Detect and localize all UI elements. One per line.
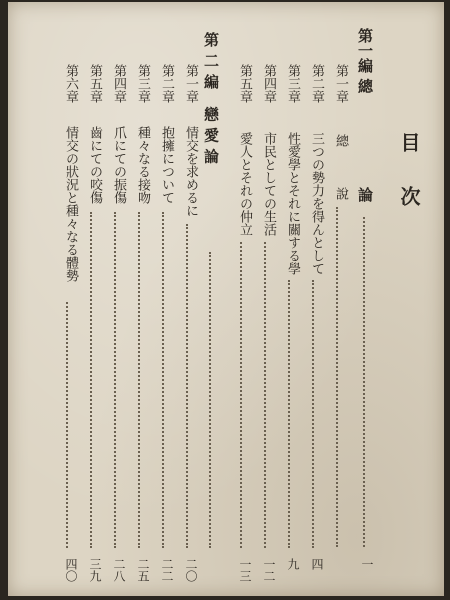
toc-entry-chapter: 第二章 <box>159 64 174 103</box>
toc-entry-page: 二八 <box>112 558 126 582</box>
toc-title: 目次 <box>397 132 421 240</box>
toc-entry-leader <box>114 212 116 548</box>
toc-entry-chapter: 第二章 <box>309 64 324 103</box>
toc-entry-page: 一二 <box>262 558 276 582</box>
toc-entry-chapter: 第四章 <box>111 64 126 103</box>
toc-entry-text: 抱擁について <box>159 126 174 204</box>
toc-entry-leader <box>264 242 266 548</box>
toc-entry-leader <box>138 212 140 548</box>
toc-entry-chapter: 第五章 <box>87 64 102 103</box>
toc-entry-leader <box>312 280 314 548</box>
toc-entry-chapter: 第三章 <box>135 64 150 103</box>
toc-entry-leader <box>90 212 92 548</box>
toc-entry-text: 三つの勢力を得んとして <box>309 132 324 275</box>
toc-entry-chapter: 第四章 <box>261 64 276 103</box>
toc-entry-page: 四 <box>310 558 324 570</box>
part1-page: 一 <box>360 558 374 570</box>
part1-leader <box>363 217 365 547</box>
toc-entry-text: 爪にての振傷 <box>111 126 126 204</box>
toc-entry-page: 二〇 <box>184 558 198 582</box>
toc-entry-page: 二五 <box>136 558 150 582</box>
toc-entry-text-end: 說 <box>333 187 348 200</box>
toc-entry-leader <box>336 207 338 547</box>
toc-entry-page: 三九 <box>88 558 102 582</box>
part2-leader <box>209 252 211 548</box>
part1-heading: 第一編 總 <box>356 28 374 94</box>
toc-entry-page: 四〇 <box>64 558 78 582</box>
toc-entry-text: 情交を求めるに <box>183 126 198 217</box>
toc-entry-chapter: 第六章 <box>63 64 78 103</box>
toc-entry-text: 性愛學とそれに關する學 <box>285 132 300 275</box>
toc-entry-page: 九 <box>286 558 300 570</box>
book-page <box>8 2 444 596</box>
part2-heading: 第二編 戀愛論 <box>202 32 220 170</box>
toc-entry-text: 情交の狀況と種々なる體勢 <box>63 126 78 282</box>
toc-entry-leader <box>162 212 164 548</box>
toc-entry-page: 二二 <box>160 558 174 582</box>
toc-entry-page: 一三 <box>238 558 252 582</box>
toc-entry-leader <box>240 242 242 548</box>
toc-entry-text: 市民としての生活 <box>261 132 276 236</box>
toc-entry-leader <box>186 224 188 548</box>
toc-entry-leader <box>288 280 290 548</box>
toc-entry-chapter: 第一章 <box>183 64 198 103</box>
toc-entry-text: 愛人とそれの仲立 <box>237 132 252 236</box>
toc-entry-chapter: 第一章 <box>333 64 348 103</box>
toc-entry-text: 總 <box>333 134 348 147</box>
part1-heading-end: 論 <box>356 187 374 202</box>
toc-entry-leader <box>66 302 68 548</box>
toc-entry-chapter: 第三章 <box>285 64 300 103</box>
toc-entry-text: 種々なる接吻 <box>135 126 150 204</box>
toc-entry-text: 齒にての咬傷 <box>87 126 102 204</box>
toc-entry-chapter: 第五章 <box>237 64 252 103</box>
